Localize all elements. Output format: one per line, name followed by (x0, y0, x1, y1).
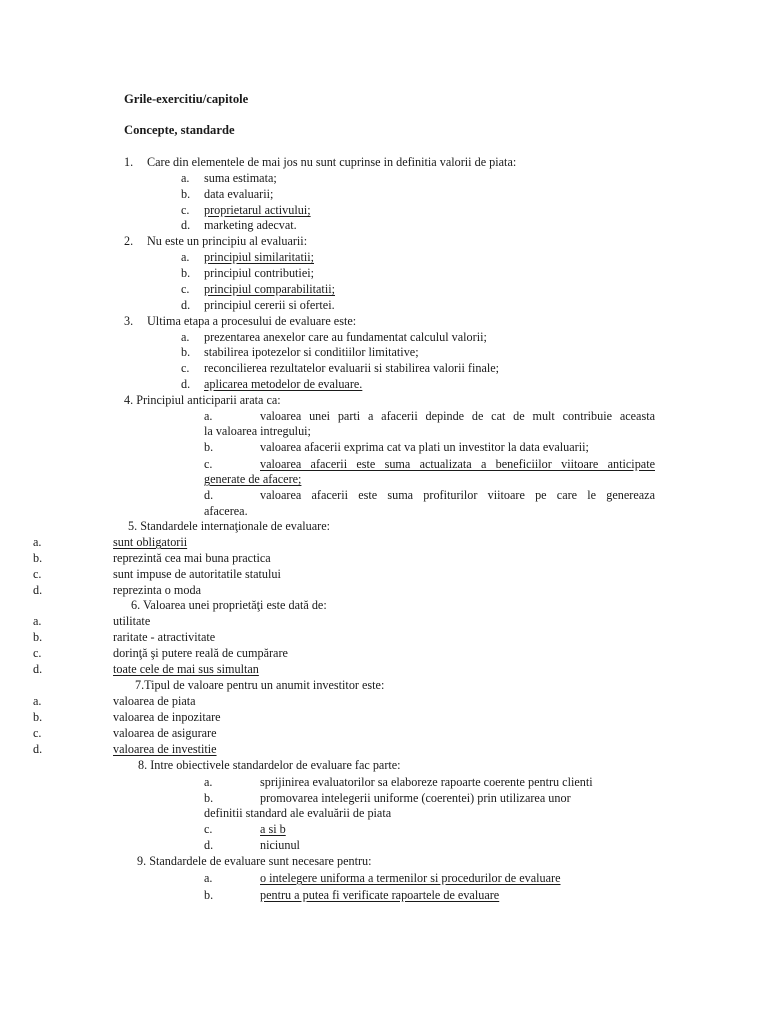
q6-option-letter: c. (33, 646, 42, 660)
q8-option-text-cont: definitii standard ale evaluării de piata (204, 806, 392, 820)
q9-text: 9. Standardele de evaluare sunt necesare pentru: (137, 854, 372, 868)
q3-option-text: stabilirea ipotezelor si conditiilor limitative; (204, 345, 419, 359)
q2-option-letter: a. (181, 250, 190, 264)
document-heading: Grile-exercitiu/capitole (124, 92, 249, 106)
q5-option-letter: c. (33, 567, 42, 581)
q8-option-text-correct: a si b (260, 822, 286, 836)
q7-option-letter: c. (33, 726, 42, 740)
q2-option-letter: b. (181, 266, 191, 280)
q8-option-text: promovarea intelegerii uniforme (coerentei) prin utilizarea unor (260, 791, 571, 805)
section-title: Concepte, standarde (124, 123, 235, 137)
q8-option-letter: c. (204, 822, 213, 836)
q8-option-text: niciunul (260, 838, 300, 852)
q4-option-text-cont: la valoarea intregului; (204, 424, 311, 438)
q1-option-letter: d. (181, 218, 191, 232)
q4-option-text: valoarea unei parti a afacerii depinde de cat de mult contribuie aceasta (260, 409, 655, 423)
q5-option-letter: b. (33, 551, 43, 565)
q3-option-text: reconcilierea rezultatelor evaluarii si stabilirea valorii finale; (204, 361, 500, 375)
q7-text: 7.Tipul de valoare pentru un anumit investitor este: (135, 678, 385, 692)
q4-option-letter: a. (204, 409, 213, 423)
q5-option-text: reprezinta o moda (113, 583, 201, 597)
q7-option-text: valoarea de inpozitare (113, 710, 221, 724)
q3-option-letter: d. (181, 377, 191, 391)
q2-option-text: principiul contributiei; (204, 266, 315, 280)
q6-option-text-correct: toate cele de mai sus simultan (113, 662, 259, 676)
q6-text: 6. Valoarea unei proprietăţi este dată de: (131, 598, 327, 612)
q4-option-text: valoarea afacerii este suma profiturilor viitoare pe care le genereaza (260, 488, 655, 502)
q1-option-letter: b. (181, 187, 191, 201)
q1-option-letter: a. (181, 171, 190, 185)
q4-option-letter: d. (204, 488, 214, 502)
q7-option-letter: b. (33, 710, 43, 724)
q9-option-text-correct: pentru a putea fi verificate rapoartele de evaluare (260, 888, 500, 902)
q2-option-letter: c. (181, 282, 190, 296)
q2-option-letter: d. (181, 298, 191, 312)
q3-option-text: prezentarea anexelor care au fundamentat calculul valorii; (204, 330, 487, 344)
q4-text: 4. Principiul anticiparii arata ca: (124, 393, 281, 407)
q9-option-text-correct: o intelegere uniforma a termenilor si procedurilor de evaluare (260, 871, 561, 885)
q6-option-text: raritate - atractivitate (113, 630, 216, 644)
q6-option-text: dorinţă şi putere reală de cumpărare (113, 646, 288, 660)
q4-option-letter: b. (204, 440, 214, 454)
q3-option-letter: b. (181, 345, 191, 359)
q5-option-text-correct: sunt obligatorii (113, 535, 188, 549)
q2-option-text-correct: principiul similaritatii; (204, 250, 315, 264)
q3-text: Ultima etapa a procesului de evaluare este: (147, 314, 357, 328)
q6-option-text: utilitate (113, 614, 151, 628)
q5-option-text: reprezintă cea mai buna practica (113, 551, 271, 565)
q1-option-text-correct: proprietarul activului; (204, 203, 311, 217)
q3-number: 3. (124, 314, 134, 328)
q7-option-letter: a. (33, 694, 42, 708)
q4-option-text: valoarea afacerii exprima cat va plati un investitor la data evaluarii; (260, 440, 589, 454)
q8-option-letter: a. (204, 775, 213, 789)
q5-option-letter: d. (33, 583, 43, 597)
q2-option-text-correct: principiul comparabilitatii; (204, 282, 335, 296)
q4-option-text-correct: valoarea afacerii este suma actualizata a beneficiilor viitoare anticipate (260, 457, 655, 471)
q3-option-letter: a. (181, 330, 190, 344)
q9-option-letter: a. (204, 871, 213, 885)
q2-text: Nu este un principiu al evaluarii: (147, 234, 308, 248)
q8-option-letter: b. (204, 791, 214, 805)
q4-option-text-cont: afacerea. (204, 504, 248, 518)
q3-option-letter: c. (181, 361, 190, 375)
q6-option-letter: b. (33, 630, 43, 644)
q5-option-text: sunt impuse de autoritatile statului (113, 567, 281, 581)
q3-option-text-correct: aplicarea metodelor de evaluare. (204, 377, 363, 391)
q1-number: 1. (124, 155, 134, 169)
q1-option-text: suma estimata; (204, 171, 277, 185)
q2-number: 2. (124, 234, 134, 248)
q4-option-text-correct-cont: generate de afacere; (204, 472, 302, 486)
q5-text: 5. Standardele internaţionale de evaluare: (128, 519, 331, 533)
q1-option-letter: c. (181, 203, 190, 217)
q8-option-text: sprijinirea evaluatorilor sa elaboreze rapoarte coerente pentru clienti (260, 775, 593, 789)
q6-option-letter: a. (33, 614, 42, 628)
q7-option-text: valoarea de piata (113, 694, 196, 708)
q7-option-letter: d. (33, 742, 43, 756)
q1-option-text: data evaluarii; (204, 187, 274, 201)
q7-option-text: valoarea de asigurare (113, 726, 217, 740)
q8-option-letter: d. (204, 838, 214, 852)
q5-option-letter: a. (33, 535, 42, 549)
q1-option-text: marketing adecvat. (204, 218, 297, 232)
q7-option-text-correct: valoarea de investitie (113, 742, 217, 756)
q8-text: 8. Intre obiectivele standardelor de evaluare fac parte: (138, 758, 401, 772)
q1-text: Care din elementele de mai jos nu sunt cuprinse in definitia valorii de piata: (147, 155, 517, 169)
q6-option-letter: d. (33, 662, 43, 676)
q9-option-letter: b. (204, 888, 214, 902)
q4-option-letter: c. (204, 457, 213, 471)
q2-option-text: principiul cererii si ofertei. (204, 298, 335, 312)
